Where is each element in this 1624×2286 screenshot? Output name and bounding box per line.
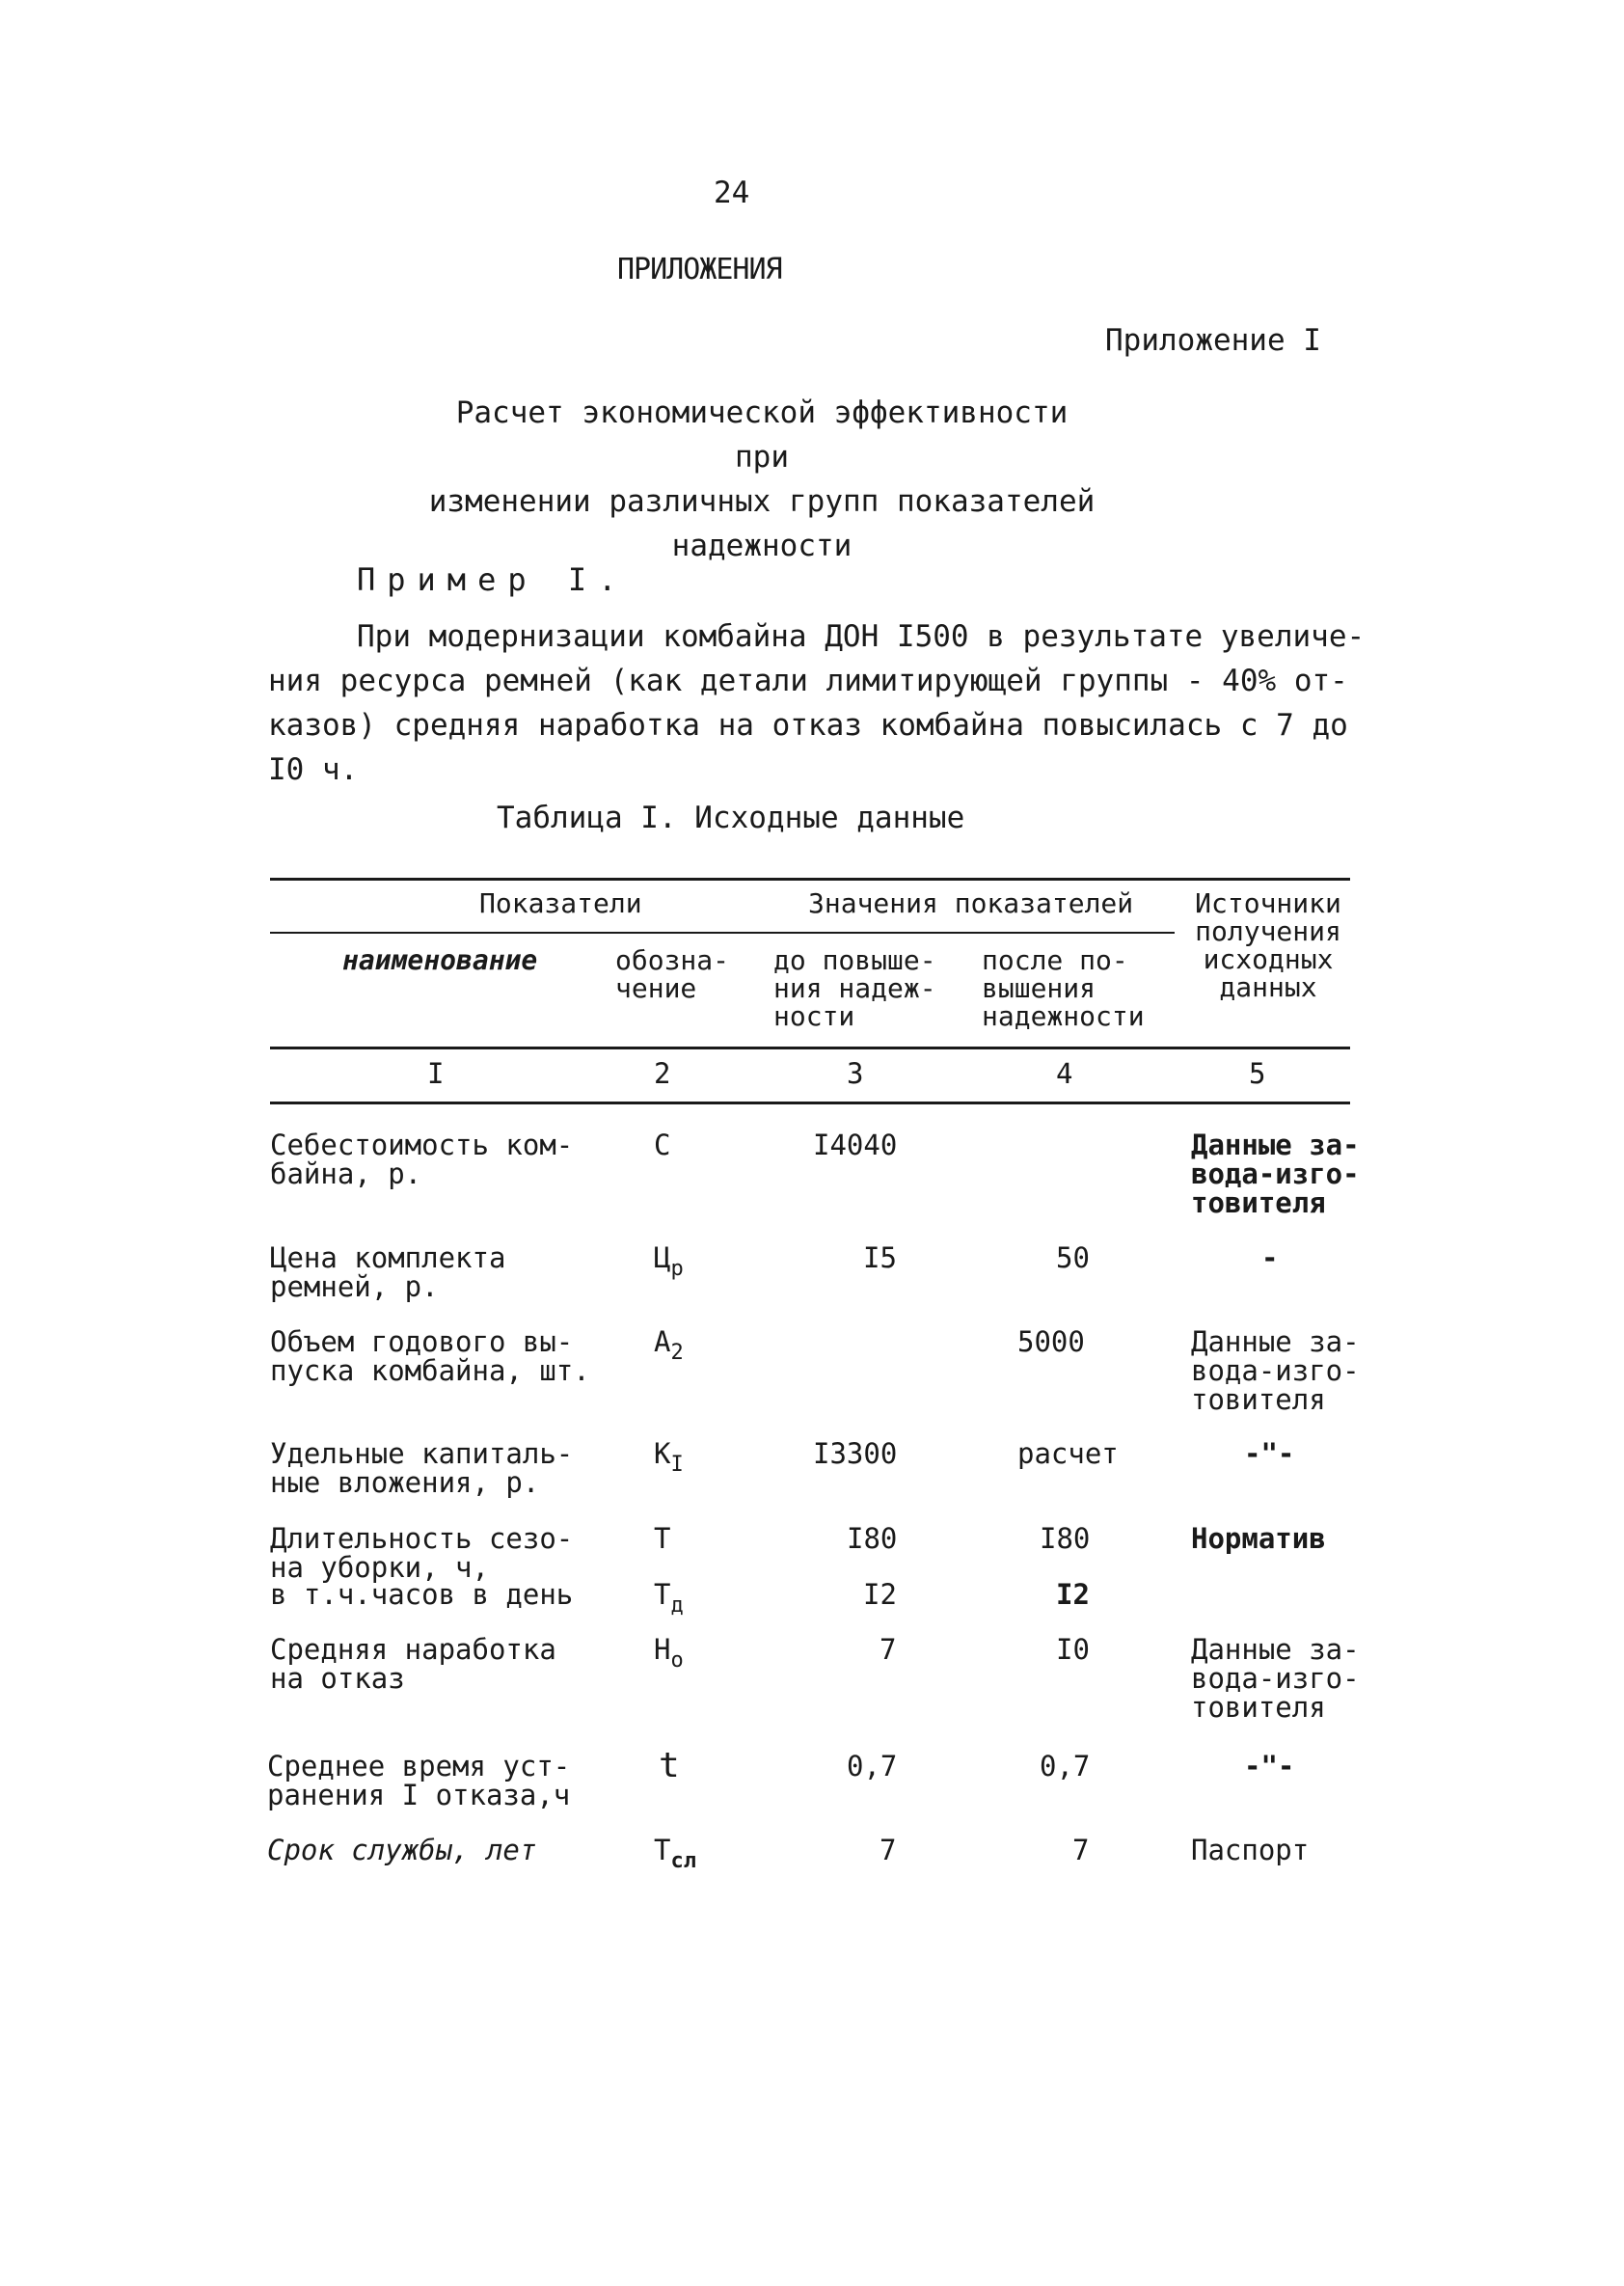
row-name [270, 1635, 556, 1693]
row-name-line: ные вложения, р. [270, 1466, 540, 1499]
row-name-line: ремней, р. [270, 1270, 439, 1303]
row-symbol [654, 1580, 684, 1620]
header-sources-line: данных [1219, 971, 1317, 1003]
row-source-line: вода-изго- [1191, 1157, 1360, 1190]
title-line: Расчет экономической эффективности при [455, 395, 1069, 475]
row-source [1191, 1635, 1360, 1722]
row-name-line: на отказ [270, 1662, 405, 1695]
row-source-line: товителя [1191, 1186, 1326, 1219]
header-after-line: надежности [982, 1000, 1145, 1032]
row-symbol [654, 1130, 670, 1171]
row-after: 7 [1072, 1834, 1090, 1866]
row-name-line: Удельные капиталь- [270, 1437, 574, 1470]
row-before: I5 [863, 1241, 897, 1274]
appendix-label: Приложение I [1105, 323, 1321, 358]
row-name [270, 1130, 573, 1188]
page-number: 24 [714, 176, 750, 210]
header-sources [1186, 889, 1350, 1001]
row-name-line: Длительность сезо- [270, 1522, 574, 1555]
row-before: I3300 [813, 1437, 898, 1470]
row-name-line: в т.ч.часов в день [270, 1578, 574, 1611]
row-source-line: -"- [1244, 1750, 1295, 1783]
header-sources-line: исходных [1203, 943, 1334, 975]
header-sources-line: получения [1195, 915, 1341, 947]
header-after-line: после по- [982, 944, 1128, 976]
row-after: расчет [1017, 1437, 1119, 1470]
row-symbol [659, 1746, 680, 1793]
row-source-line: Данные за- [1191, 1129, 1360, 1161]
row-name [270, 1327, 590, 1385]
row-source-line: товителя [1191, 1383, 1326, 1416]
row-source [1191, 1327, 1360, 1414]
row-symbol [654, 1635, 684, 1675]
example-paragraph [268, 614, 1366, 792]
row-after: I2 [1056, 1578, 1090, 1611]
table-top-rule [270, 878, 1350, 881]
table-caption: Таблица I. Исходные данные [497, 801, 965, 835]
row-name-line: Среднее время уст- [267, 1750, 571, 1783]
symbol-main: Т [654, 1834, 671, 1866]
section-title: ПРИЛОЖЕНИЯ [617, 253, 782, 286]
header-before-line: ности [773, 1000, 855, 1032]
row-before: I4040 [813, 1129, 898, 1161]
row-after: 0,7 [1040, 1750, 1091, 1783]
row-name-line: Цена комплекта [270, 1241, 506, 1274]
row-source-line: Паспорт [1191, 1834, 1310, 1866]
row-name-line: Срок службы, лет [267, 1834, 537, 1866]
row-before: I2 [863, 1578, 897, 1611]
row-before: 7 [880, 1834, 897, 1866]
header-group-rule [270, 932, 1175, 934]
symbol-main: С [654, 1129, 671, 1161]
title-line: надежности [671, 529, 853, 563]
column-number: 5 [1249, 1057, 1266, 1090]
row-name [270, 1524, 573, 1582]
symbol-subscript: I [670, 1453, 684, 1477]
row-name-line: Объем годового вы- [270, 1325, 574, 1358]
column-number: I [427, 1057, 445, 1090]
row-name-line: Себестоимость ком- [270, 1129, 574, 1161]
row-source [1261, 1243, 1278, 1272]
symbol-main: Т [654, 1578, 671, 1611]
row-source-line: Данные за- [1191, 1325, 1360, 1358]
paragraph-line: При модернизации комбайна ДОН I500 в результате увеличе- [357, 619, 1366, 654]
header-bottom-rule [270, 1047, 1350, 1049]
symbol-main: t [659, 1746, 680, 1785]
row-before: 7 [880, 1633, 897, 1666]
symbol-main: Ц [654, 1241, 671, 1274]
row-source-line: вода-изго- [1191, 1662, 1360, 1695]
header-before [773, 946, 936, 1030]
paragraph-line: ния ресурса ремней (как детали лимитирующей группы - 40% от- [268, 664, 1348, 698]
row-name-line: ранения I отказа,ч [267, 1779, 571, 1811]
document-title [424, 391, 1099, 568]
row-name-line: байна, р. [270, 1157, 422, 1190]
symbol-subscript: 2 [670, 1341, 684, 1365]
column-number: 4 [1056, 1057, 1073, 1090]
example-label: Пример I. [357, 561, 629, 598]
header-after [982, 946, 1145, 1030]
column-number-rule [270, 1102, 1350, 1104]
header-designation [615, 946, 729, 1002]
row-source-line: Норматив [1191, 1522, 1326, 1555]
row-source-line: Данные за- [1191, 1633, 1360, 1666]
column-number: 3 [847, 1057, 864, 1090]
row-before: I80 [847, 1522, 898, 1555]
symbol-main: Т [654, 1522, 671, 1555]
row-after: 50 [1056, 1241, 1090, 1274]
header-before-line: ния надеж- [773, 972, 936, 1004]
row-name-line: Средняя наработка [270, 1633, 556, 1666]
header-designation-line: чение [615, 972, 697, 1004]
row-source-line: - [1261, 1241, 1279, 1274]
row-source [1244, 1439, 1294, 1468]
row-symbol [654, 1439, 684, 1480]
column-number: 2 [654, 1057, 671, 1090]
title-line: изменении различных групп показателей [428, 484, 1096, 519]
row-after: 5000 [1017, 1325, 1085, 1358]
header-after-line: вышения [982, 972, 1096, 1004]
symbol-main: А [654, 1325, 671, 1358]
header-before-line: до повыше- [773, 944, 936, 976]
row-name [267, 1836, 536, 1864]
row-name-line: пуска комбайна, шт. [270, 1354, 590, 1387]
header-sources-line: Источники [1195, 887, 1341, 919]
row-source [1244, 1752, 1294, 1781]
symbol-subscript: р [670, 1257, 684, 1281]
row-source [1191, 1130, 1360, 1217]
header-name: наименование [342, 944, 538, 976]
row-source [1191, 1836, 1309, 1864]
header-values: Значения показателей [808, 887, 1134, 919]
row-source [1191, 1524, 1326, 1553]
row-name [270, 1439, 573, 1497]
row-after: I0 [1056, 1633, 1090, 1666]
paragraph-line: I0 ч. [268, 752, 359, 787]
header-designation-line: обозна- [615, 944, 730, 976]
symbol-subscript: д [670, 1593, 684, 1618]
symbol-subscript: о [670, 1648, 684, 1673]
symbol-main: К [654, 1437, 671, 1470]
row-symbol [654, 1524, 670, 1565]
row-name [267, 1752, 570, 1810]
row-symbol [654, 1836, 696, 1876]
row-name [270, 1243, 505, 1301]
row-symbol [654, 1327, 684, 1368]
row-source-line: товителя [1191, 1691, 1326, 1724]
row-before: 0,7 [847, 1750, 898, 1783]
row-source-line: -"- [1244, 1437, 1295, 1470]
row-name-line: на уборки, ч, [270, 1551, 489, 1584]
row-name [270, 1580, 573, 1609]
symbol-subscript: сл [670, 1849, 696, 1873]
paragraph-line: казов) средняя наработка на отказ комбайна повысилась с 7 до [268, 708, 1348, 743]
row-symbol [654, 1243, 684, 1284]
header-indicators: Показатели [479, 887, 642, 919]
symbol-main: Н [654, 1633, 671, 1666]
row-after: I80 [1040, 1522, 1091, 1555]
row-source-line: вода-изго- [1191, 1354, 1360, 1387]
